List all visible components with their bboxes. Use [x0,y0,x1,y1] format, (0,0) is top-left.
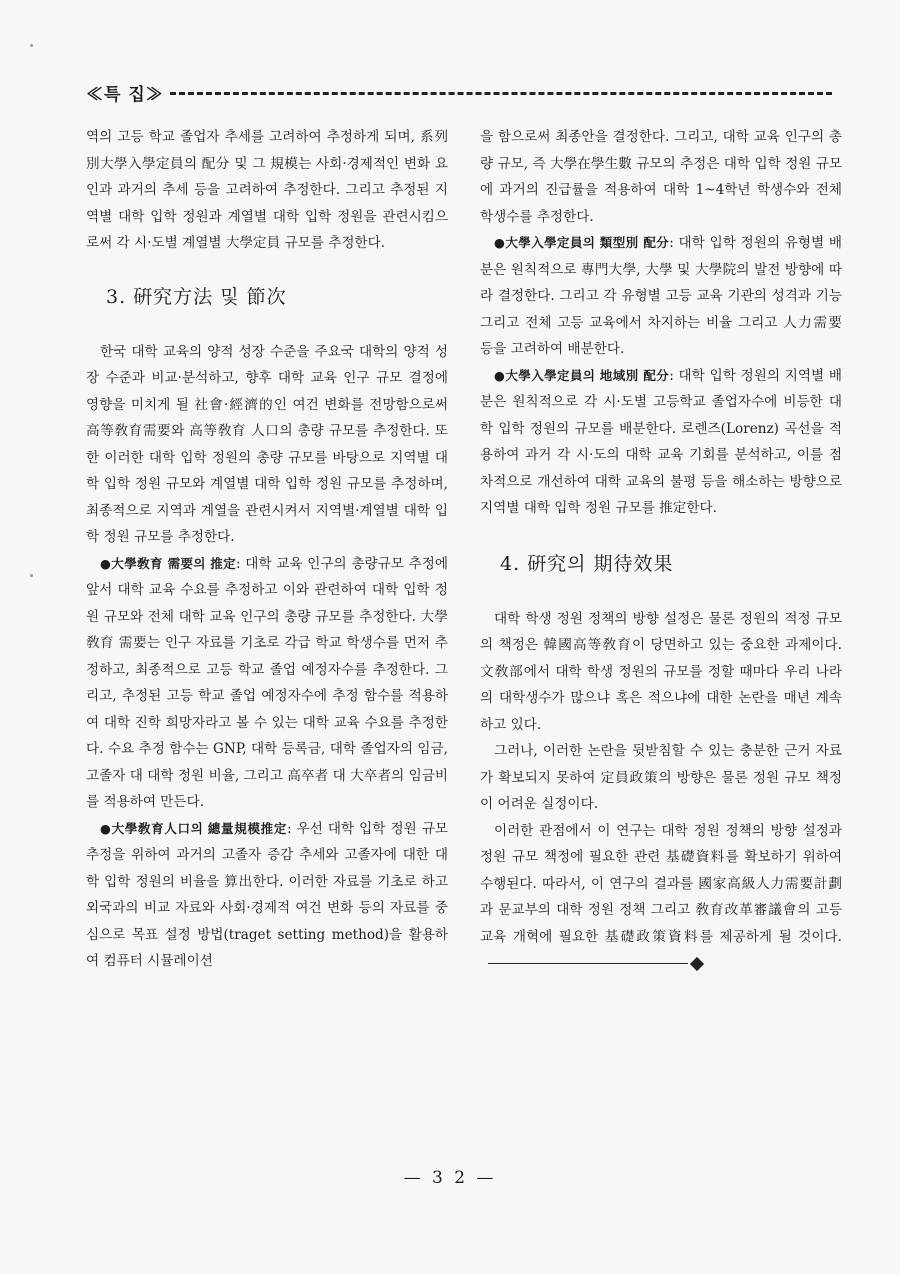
section-heading-4: 4. 硏究의 期待效果 [500,552,674,575]
scan-mark [30,44,33,47]
paragraph: 그러나, 이러한 논란을 뒷받침할 수 있는 충분한 근거 자료가 확보되지 못하여 定員政策의 방향은 물론 정원 규모 책정이 어려운 실정이다. [480,743,842,812]
section-header [86,80,832,104]
page-number: — 3 2 — [403,1168,497,1188]
bullet-text: : 대학 교육 인구의 총량규모 추정에 앞서 대학 교육 수요를 추정하고 이와 관련하여 대학 입학 정원 규모와 전체 대학 교육 인구의 총량 규모를 추정한다. 大學敎育 需要는 인구 자료를 기초로 각급 학교 학생수를 먼저 추정하고, 최종적으로 고등 학교 졸업 예정자수를 추정한다. 그리고, 추정된 고등 학교 졸업 예정자수에 추정 함수를 적용하여 대학 진학 희망자라고 볼 수 있는 대학 교육 수요를 추정한다. 수요 추정 함수는 GNP, 대학 등록금, 대학 졸업자의 임금, 고졸자 대 대학 정원 비율, 그리고 高卒者 대 大卒者의 임금비를 적용하여 만든다. [86,555,449,810]
bullet-paragraph [86,816,448,975]
bullet-paragraph [480,230,842,363]
paragraph: 을 함으로써 최종안을 결정한다. 그리고, 대학 교육 인구의 총량 규모, 즉 大學在學生數 규모의 추정은 대학 입학 정원 규모에 과거의 진급률을 적용하여 대학 1~4학년 학생수와 전체 학생수를 추정한다. [480,129,842,225]
bullet-text: : 우선 대학 입학 정원 규모 추정을 위하여 과거의 고졸자 증감 추세와 고졸자에 대한 대학 입학 정원의 비율을 算出한다. 이러한 자료를 기초로 하고 외국과의 비교 자료와 사회·경제적 여건 변화 등의 자료를 중심으로 목표 설정 방법(traget setting method)을 활용하여 컴퓨터 시뮬레이션 [86,820,448,969]
bullet-text: : 대학 입학 정원의 유형별 배분은 원칙적으로 專門大學, 大學 및 大學院의 발전 방향에 따라 결정한다. 그리고 각 유형별 고등 교육 기관의 성격과 기능 그리고 전체 고등 교육에서 차지하는 비율 그리고 人力需要 등을 고려하여 배분한다. [480,235,843,357]
header-dashed-rule [170,92,832,95]
end-rule [488,963,688,964]
bullet-title: ●大學敎育人口의 總量規模推定 [100,820,288,836]
header-label: ≪특 집≫ [86,84,164,105]
paragraph: 역의 고등 학교 졸업자 추세를 고려하여 추정하게 되며, 系列別大學入學定員의 配分 및 그 規模는 사회·경제적인 변화 요인과 과거의 추세 등을 고려하여 추정한다. 그리고 추정된 지역별 대학 입학 정원과 계열별 대학 입학 정원을 관련시킴으로써 각 시·도별 계열별 大學定員 규모를 추정한다. [86,129,448,251]
bullet-title: ●大學敎育 需要의 推定 [100,555,237,571]
bullet-text: : 대학 입학 정원의 지역별 배분은 원칙적으로 각 시·도별 고등학교 졸업자수에 비등한 대학 입학 정원의 규모를 배분한다. 로렌즈(Lorenz) 곡선을 적용하여 과거 각 시·도의 대학 교육 기회를 분석하고, 이를 점차적으로 개선하여 대학 교육의 불평 등을 해소하는 방향으로 지역별 대학 입학 정원 규모를 推定한다. [480,367,843,516]
bullet-title: ●大學入學定員의 地域別 配分 [494,367,670,383]
section-heading-3: 3. 硏究方法 및 節次 [106,285,287,308]
paragraph: 한국 대학 교육의 양적 성장 수준을 주요국 대학의 양적 성장 수준과 비교·분석하고, 향후 대학 교육 인구 규모 결정에 영향을 미치게 될 社會·經濟的인 여건 변화를 전망함으로써 高等敎育需要와 高等敎育 人口의 총량 규모를 추정한다. 또한 이러한 대학 입학 정원의 총량 규모를 바탕으로 지역별 대학 입학 정원 규모와 계열별 대학 입학 정원 규모를 추정하며, 최종적으로 지역과 계열을 관련시켜서 지역별·계열별 대학 입학 정원 규모를 추정한다. [86,343,448,545]
paragraph-text: 이러한 관점에서 이 연구는 대학 정원 정책의 방향 설정과 정원 규모 책정에 필요한 관련 基礎資料를 확보하기 위하여 수행된다. 따라서, 이 연구의 결과를 國家高級人力需要計劃과 문교부의 대학 정원 정책 그리고 敎育改革審議會의 고등 교육 개혁에 필요한 基礎政策資料를 제공하게 될 것이다. [480,822,842,945]
bullet-paragraph [480,363,842,522]
scan-mark [30,574,33,577]
right-column [480,124,842,977]
paragraph [480,818,842,977]
bullet-paragraph [86,551,448,816]
left-column [86,124,448,975]
end-diamond-icon [690,956,704,970]
paragraph: 대학 학생 정원 정책의 방향 설정은 물론 정원의 적정 규모의 책정은 韓國高等敎育이 당면하고 있는 중요한 과제이다. 文敎部에서 대학 학생 정원의 규모를 정할 때마다 우리 나라의 대학생수가 많으냐 혹은 적으냐에 대한 논란을 매년 계속하고 있다. [480,610,842,733]
bullet-title: ●大學入學定員의 類型別 配分 [494,235,670,250]
